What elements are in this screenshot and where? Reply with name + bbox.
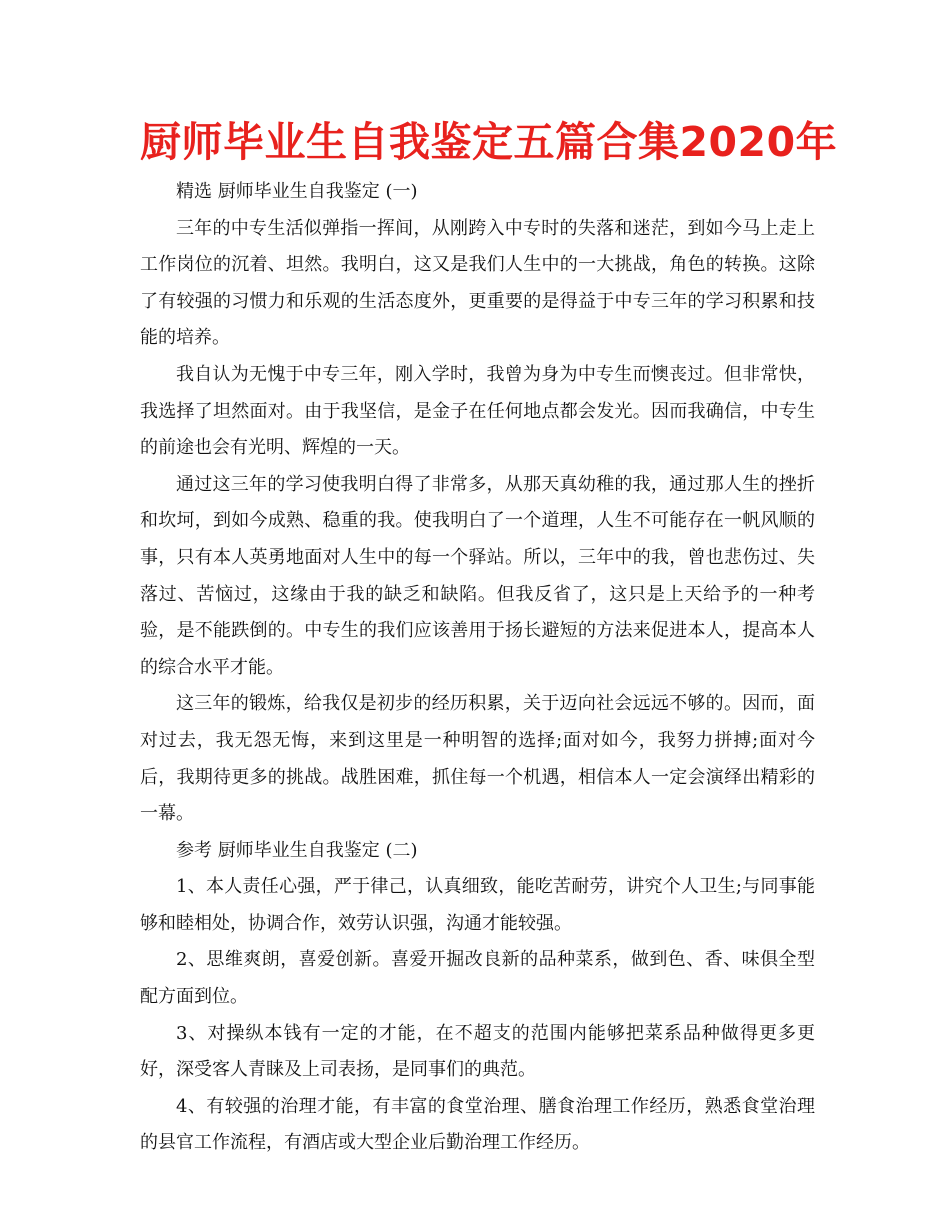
section-heading: 参考 厨师毕业生自我鉴定 (二) [176, 839, 418, 861]
section-heading: 精选 厨师毕业生自我鉴定 (一) [176, 181, 418, 202]
body-paragraph: 通过这三年的学习使我明白得了非常多，从那天真幼稚的我，通过那人生的挫折和坎坷，到如今成熟、稳重的我。使我明白了一个道理，人生不可能存在一帆风顺的事，只有本人英勇地面对人生中的每一个驿站。所以，三年中的我，曾也悲伤过、失落过、苦恼过，这缘由于我的缺乏和缺陷。但我反省了，这只是上天给予的一种考验，是不能跌倒的。中专生的我们应该善用于扬长避短的方法来促进本人，提高本人的综合水平才能。 [140, 473, 815, 678]
list-paragraph: 3、对操纵本钱有一定的才能，在不超支的范围内能够把菜系品种做得更多更好，深受客人青睐及上司表扬，是同事们的典范。 [140, 1022, 815, 1081]
document-title: 厨师毕业生自我鉴定五篇合集2020年 [140, 118, 838, 166]
document-body [140, 174, 815, 1162]
body-paragraph: 三年的中专生活似弹指一挥间，从刚跨入中专时的失落和迷茫，到如今马上走上工作岗位的沉着、坦然。我明白，这又是我们人生中的一大挑战，角色的转换。这除了有较强的习惯力和乐观的生活态度外，更重要的是得益于中专三年的学习积累和技能的培养。 [140, 217, 815, 349]
list-paragraph: 1、本人责任心强，严于律己，认真细致，能吃苦耐劳，讲究个人卫生;与同事能够和睦相处，协调合作，效劳认识强，沟通才能较强。 [140, 876, 815, 934]
body-paragraph: 这三年的锻炼，给我仅是初步的经历积累，关于迈向社会远远不够的。因而，面对过去，我无怨无悔，来到这里是一种明智的选择;面对如今，我努力拼搏;面对今后，我期待更多的挑战。战胜困难，抓住每一个机遇，相信本人一定会演绎出精彩的一幕。 [140, 693, 815, 825]
list-paragraph: 4、有较强的治理才能，有丰富的食堂治理、膳食治理工作经历，熟悉食堂治理的县官工作流程，有酒店或大型企业后勤治理工作经历。 [140, 1095, 815, 1154]
body-paragraph: 我自认为无愧于中专三年，刚入学时，我曾为身为中专生而懊丧过。但非常快，我选择了坦然面对。由于我坚信，是金子在任何地点都会发光。因而我确信，中专生的前途也会有光明、辉煌的一天。 [140, 363, 815, 459]
list-paragraph: 2、思维爽朗，喜爱创新。喜爱开掘改良新的品种菜系，做到色、香、味俱全型配方面到位。 [140, 949, 815, 1008]
